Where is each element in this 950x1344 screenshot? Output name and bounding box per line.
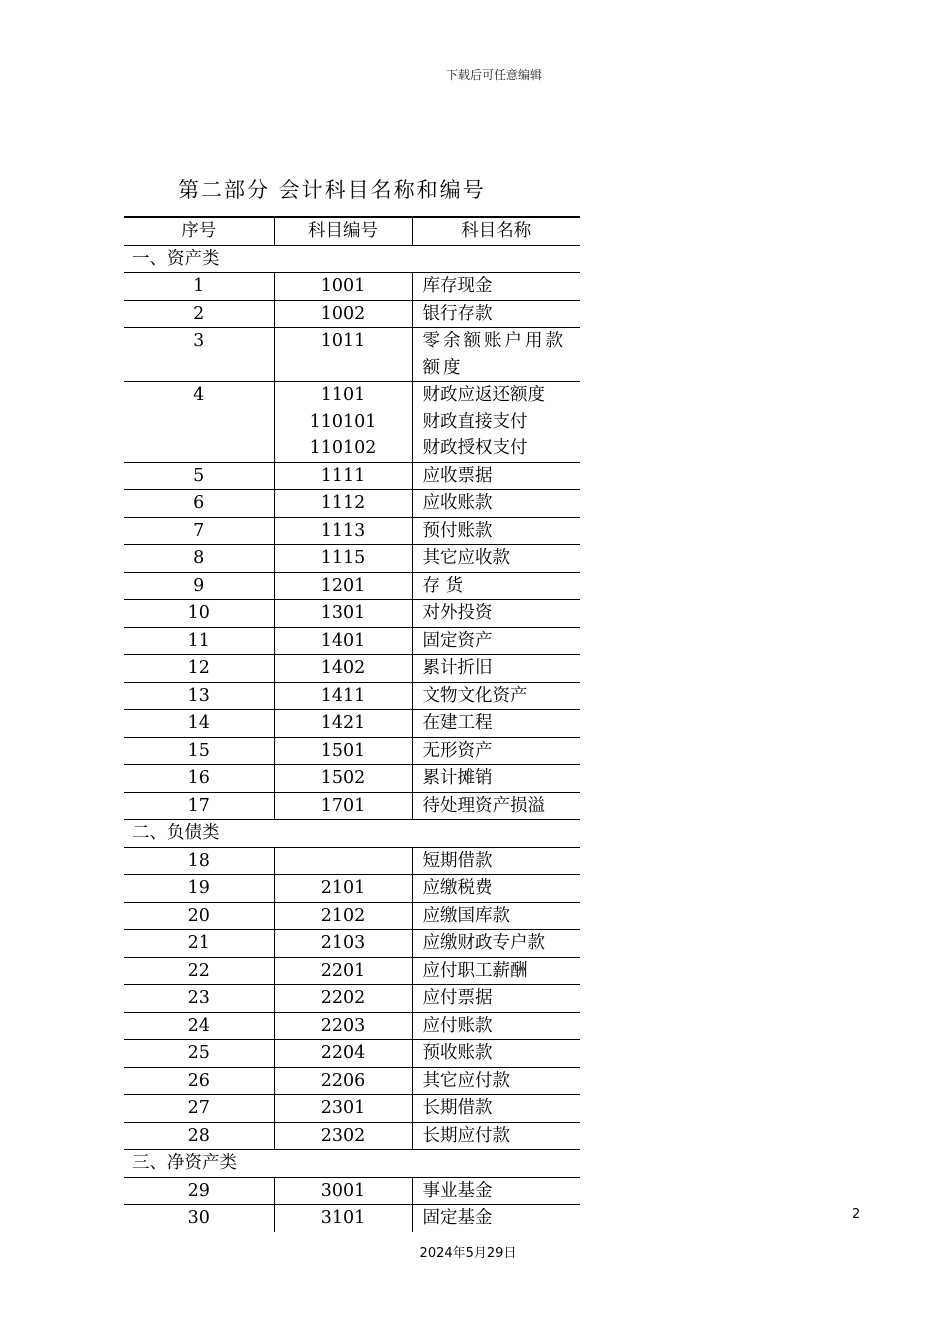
account-code: 3101 xyxy=(320,1208,366,1228)
account-name: 预付账款 xyxy=(422,520,493,541)
table-header-row xyxy=(124,217,580,245)
table-row xyxy=(124,1177,580,1205)
table-row xyxy=(124,765,580,793)
table-row xyxy=(124,382,580,463)
account-code: 2206 xyxy=(320,1070,366,1091)
cell-name xyxy=(412,930,580,958)
table-row xyxy=(124,985,580,1013)
cell-code xyxy=(274,655,412,683)
cell-seq: 17 xyxy=(124,792,274,820)
account-name: 财政应返还额度 xyxy=(422,385,545,405)
cell-name xyxy=(412,792,580,820)
cell-seq: 15 xyxy=(124,737,274,765)
cell-code xyxy=(274,1177,412,1205)
account-name: 应收账款 xyxy=(422,493,493,513)
cell-seq: 6 xyxy=(124,490,274,518)
cell-code xyxy=(274,627,412,655)
account-code: 3001 xyxy=(320,1180,366,1201)
cell-name xyxy=(412,985,580,1013)
table-row xyxy=(124,1067,580,1095)
table-row xyxy=(124,682,580,710)
cell-code xyxy=(274,737,412,765)
cell-code xyxy=(274,985,412,1013)
cell-code xyxy=(274,1040,412,1068)
cell-name xyxy=(412,627,580,655)
table-row xyxy=(124,930,580,958)
cell-seq: 7 xyxy=(124,517,274,545)
account-name: 无形资产 xyxy=(422,740,493,761)
account-name: 长期应付款 xyxy=(422,1125,510,1146)
cell-name xyxy=(412,328,580,382)
account-code: 1421 xyxy=(320,713,366,733)
account-name: 应付职工薪酬 xyxy=(422,960,528,981)
account-code: 1001 xyxy=(320,276,366,296)
account-code: 1501 xyxy=(320,740,366,761)
account-code: 110102 xyxy=(309,438,377,458)
account-name: 短期借款 xyxy=(422,850,493,871)
cell-code xyxy=(274,792,412,820)
cell-name xyxy=(412,572,580,600)
section-row xyxy=(124,820,580,848)
account-name: 待处理资产损溢 xyxy=(422,795,545,816)
account-name: 应缴财政专户款 xyxy=(422,933,545,953)
cell-name xyxy=(412,902,580,930)
cell-name xyxy=(412,300,580,328)
cell-code xyxy=(274,572,412,600)
table-row xyxy=(124,847,580,875)
table-row xyxy=(124,1095,580,1123)
table-row xyxy=(124,655,580,683)
account-name: 固定基金 xyxy=(422,1208,493,1228)
account-name: 应付票据 xyxy=(422,988,493,1008)
account-name: 其它应付款 xyxy=(422,1070,510,1091)
table-row xyxy=(124,1012,580,1040)
account-name: 预收账款 xyxy=(422,1043,493,1063)
table-row xyxy=(124,792,580,820)
account-code: 1301 xyxy=(320,603,366,623)
table-row xyxy=(124,490,580,518)
account-table xyxy=(124,216,580,1232)
cell-name xyxy=(412,765,580,793)
table-row xyxy=(124,1040,580,1068)
cell-seq: 27 xyxy=(124,1095,274,1123)
cell-name xyxy=(412,957,580,985)
document-title: 第二部分 会计科目名称和编号 xyxy=(178,178,486,202)
account-code: 2204 xyxy=(320,1043,366,1063)
cell-seq: 19 xyxy=(124,875,274,903)
account-code: 1402 xyxy=(320,658,366,678)
cell-seq: 11 xyxy=(124,627,274,655)
cell-code xyxy=(274,1012,412,1040)
account-code: 2101 xyxy=(320,878,366,898)
cell-seq: 18 xyxy=(124,847,274,875)
cell-code xyxy=(274,462,412,490)
cell-code xyxy=(274,600,412,628)
cell-code xyxy=(274,545,412,573)
account-table-body xyxy=(124,217,580,1232)
account-name: 在建工程 xyxy=(422,713,493,733)
account-code: 1411 xyxy=(320,685,366,706)
account-code: 1113 xyxy=(320,520,366,541)
account-name: 财政授权支付 xyxy=(422,438,528,458)
cell-name xyxy=(412,847,580,875)
table-row xyxy=(124,710,580,738)
cell-name xyxy=(412,1205,580,1232)
section-label: 一、资产类 xyxy=(132,248,220,269)
cell-name xyxy=(412,545,580,573)
cell-code xyxy=(274,1122,412,1150)
table-row xyxy=(124,627,580,655)
account-name: 其它应收款 xyxy=(422,548,510,568)
column-header-code: 科目编号 xyxy=(274,217,412,245)
table-row xyxy=(124,462,580,490)
cell-code xyxy=(274,710,412,738)
cell-name xyxy=(412,382,580,463)
account-name: 零余额账户用款额度 xyxy=(422,331,566,378)
cell-name xyxy=(412,1122,580,1150)
account-name: 对外投资 xyxy=(422,603,493,623)
account-name: 存 货 xyxy=(422,575,464,596)
account-code: 110101 xyxy=(309,411,377,432)
cell-code xyxy=(274,847,412,875)
account-name: 事业基金 xyxy=(422,1180,493,1201)
cell-name xyxy=(412,1177,580,1205)
table-row xyxy=(124,875,580,903)
table-row xyxy=(124,737,580,765)
cell-name xyxy=(412,600,580,628)
page-number: 2 xyxy=(852,1207,861,1222)
cell-seq: 10 xyxy=(124,600,274,628)
account-name: 库存现金 xyxy=(422,276,493,296)
cell-name xyxy=(412,1095,580,1123)
cell-code xyxy=(274,1095,412,1123)
table-row xyxy=(124,517,580,545)
cell-name xyxy=(412,273,580,301)
cell-seq: 16 xyxy=(124,765,274,793)
account-code: 1502 xyxy=(320,768,366,788)
account-name: 应付账款 xyxy=(422,1015,493,1036)
account-name: 累计摊销 xyxy=(422,768,493,788)
cell-name xyxy=(412,682,580,710)
cell-seq: 25 xyxy=(124,1040,274,1068)
account-code: 2203 xyxy=(320,1015,366,1036)
account-code: 1401 xyxy=(320,630,366,651)
account-code: 1011 xyxy=(320,331,366,351)
table-row xyxy=(124,600,580,628)
account-name: 固定资产 xyxy=(422,630,493,651)
cell-name xyxy=(412,1040,580,1068)
cell-seq: 29 xyxy=(124,1177,274,1205)
account-name: 累计折旧 xyxy=(422,658,493,678)
table-row xyxy=(124,572,580,600)
table-row xyxy=(124,1122,580,1150)
cell-seq: 8 xyxy=(124,545,274,573)
account-name: 应缴国库款 xyxy=(422,905,510,926)
account-code: 1115 xyxy=(320,548,366,568)
account-code: 2202 xyxy=(320,988,366,1008)
cell-code xyxy=(274,875,412,903)
cell-code xyxy=(274,300,412,328)
cell-name xyxy=(412,1067,580,1095)
cell-code xyxy=(274,517,412,545)
cell-seq: 13 xyxy=(124,682,274,710)
page-footer-date: 2024年5月29日 xyxy=(419,1246,517,1261)
account-code: 2301 xyxy=(320,1098,366,1118)
cell-code xyxy=(274,382,412,463)
account-code xyxy=(275,848,412,875)
cell-name xyxy=(412,462,580,490)
account-code: 2302 xyxy=(320,1125,366,1146)
cell-name xyxy=(412,655,580,683)
section-row xyxy=(124,1150,580,1178)
cell-seq: 12 xyxy=(124,655,274,683)
account-name: 财政直接支付 xyxy=(422,411,528,432)
cell-seq: 21 xyxy=(124,930,274,958)
cell-seq: 3 xyxy=(124,328,274,382)
column-header-name: 科目名称 xyxy=(461,221,532,241)
table-row xyxy=(124,957,580,985)
section-label: 三、净资产类 xyxy=(132,1153,237,1173)
cell-name xyxy=(412,710,580,738)
account-code: 1701 xyxy=(320,795,366,816)
cell-seq: 4 xyxy=(124,382,274,463)
account-code: 2201 xyxy=(320,960,366,981)
cell-seq: 23 xyxy=(124,985,274,1013)
page-header: 下载后可任意编辑 xyxy=(445,68,542,82)
table-row xyxy=(124,902,580,930)
table-row xyxy=(124,328,580,382)
cell-seq: 22 xyxy=(124,957,274,985)
cell-code xyxy=(274,273,412,301)
cell-seq: 20 xyxy=(124,902,274,930)
cell-name xyxy=(412,1012,580,1040)
cell-seq: 30 xyxy=(124,1205,274,1232)
table-row xyxy=(124,273,580,301)
cell-seq: 1 xyxy=(124,273,274,301)
cell-code xyxy=(274,957,412,985)
account-code: 1201 xyxy=(320,575,366,596)
account-code: 2103 xyxy=(320,933,366,953)
cell-name xyxy=(412,490,580,518)
cell-code xyxy=(274,1205,412,1232)
account-code: 1112 xyxy=(320,493,366,513)
cell-name xyxy=(412,737,580,765)
account-code: 1111 xyxy=(320,465,366,486)
account-name: 应收票据 xyxy=(422,465,493,486)
account-name: 应缴税费 xyxy=(422,878,493,898)
column-header-seq: 序号 xyxy=(124,217,274,245)
account-name: 银行存款 xyxy=(422,303,493,324)
table-row xyxy=(124,545,580,573)
cell-code xyxy=(274,682,412,710)
account-code: 2102 xyxy=(320,905,366,926)
cell-code xyxy=(274,1067,412,1095)
cell-code xyxy=(274,902,412,930)
cell-code xyxy=(274,930,412,958)
cell-seq: 28 xyxy=(124,1122,274,1150)
section-row xyxy=(124,245,580,273)
account-code: 1101 xyxy=(320,385,366,405)
section-label: 二、负债类 xyxy=(132,823,220,843)
cell-seq: 9 xyxy=(124,572,274,600)
account-name: 文物文化资产 xyxy=(422,685,528,706)
table-row xyxy=(124,300,580,328)
table-row xyxy=(124,1205,580,1232)
account-code: 1002 xyxy=(320,303,366,324)
cell-code xyxy=(274,328,412,382)
cell-name xyxy=(412,517,580,545)
cell-code xyxy=(274,490,412,518)
cell-seq: 2 xyxy=(124,300,274,328)
account-name: 长期借款 xyxy=(422,1098,493,1118)
cell-code xyxy=(274,765,412,793)
cell-seq: 14 xyxy=(124,710,274,738)
cell-seq: 26 xyxy=(124,1067,274,1095)
cell-seq: 24 xyxy=(124,1012,274,1040)
cell-seq: 5 xyxy=(124,462,274,490)
cell-name xyxy=(412,875,580,903)
